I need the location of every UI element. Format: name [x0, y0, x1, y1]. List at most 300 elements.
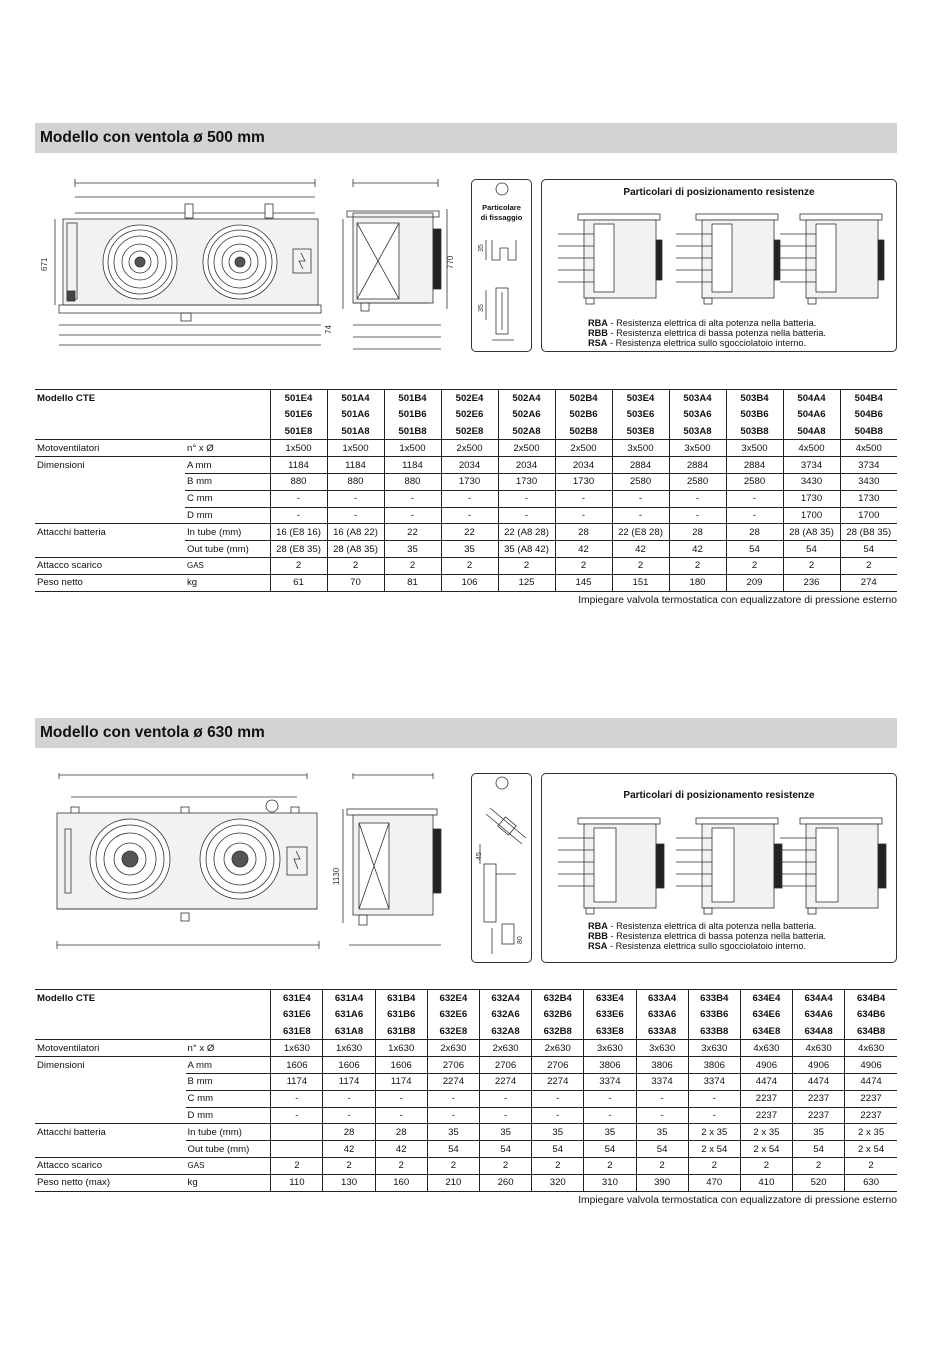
model-code: 501B8	[384, 423, 441, 440]
table-cell: 54	[532, 1141, 584, 1158]
model-code: 631E8	[271, 1023, 323, 1040]
row-parameter: A mm	[186, 1057, 271, 1074]
table-cell: -	[555, 507, 612, 524]
table-cell: 1x630	[323, 1040, 375, 1057]
table-cell: 4x500	[783, 440, 840, 457]
table-cell: -	[612, 490, 669, 507]
table-cell: 4x630	[740, 1040, 792, 1057]
table-cell: 520	[793, 1174, 845, 1191]
table-cell: 1x500	[327, 440, 384, 457]
table-cell: 880	[270, 473, 327, 490]
table-cell: 2	[555, 557, 612, 574]
row-parameter: GAS	[185, 557, 270, 574]
table-cell: 1700	[783, 507, 840, 524]
table-cell: 28 (E8 35)	[270, 541, 327, 558]
table-cell: 22 (A8 28)	[498, 524, 555, 541]
table-cell: 1x500	[384, 440, 441, 457]
row-parameter: B mm	[185, 473, 270, 490]
model-code: 633B8	[688, 1023, 740, 1040]
table-cell: 28	[375, 1124, 427, 1141]
header-label	[35, 423, 185, 440]
drawings-630	[35, 773, 897, 965]
model-header-row	[35, 990, 897, 1007]
table-cell	[271, 1124, 323, 1141]
table-cell: 2706	[427, 1057, 479, 1074]
table-cell: 2x500	[441, 440, 498, 457]
table-cell: 3734	[840, 457, 897, 474]
row-group	[35, 1107, 186, 1124]
header-spacer	[186, 1006, 271, 1023]
table-row	[35, 1141, 897, 1158]
table-cell: 125	[498, 574, 555, 591]
model-code: 634E4	[740, 990, 792, 1007]
table-cell: 1174	[375, 1073, 427, 1090]
model-code: 502A4	[498, 390, 555, 407]
table-cell: -	[669, 507, 726, 524]
table-cell: -	[427, 1107, 479, 1124]
table-cell: -	[375, 1090, 427, 1107]
spec-table-500	[35, 389, 897, 592]
row-parameter: In tube (mm)	[186, 1124, 271, 1141]
legend-item: RSA - Resistenza elettrica sullo sgocciolatoio interno.	[588, 338, 807, 348]
row-group: Attacco scarico	[35, 557, 185, 574]
table-cell: 2	[793, 1157, 845, 1174]
svg-text:35: 35	[478, 244, 485, 252]
table-cell: 16 (A8 22)	[327, 524, 384, 541]
table-cell: 2	[384, 557, 441, 574]
table-cell: 2	[327, 557, 384, 574]
model-code: 503E4	[612, 390, 669, 407]
table-cell: 2	[532, 1157, 584, 1174]
section-500	[35, 123, 897, 606]
table-cell: 35 (A8 42)	[498, 541, 555, 558]
table-cell: 2884	[726, 457, 783, 474]
table-cell: 54	[840, 541, 897, 558]
table-cell: 410	[740, 1174, 792, 1191]
row-parameter: GAS	[186, 1157, 271, 1174]
model-code: 631A6	[323, 1006, 375, 1023]
table-cell: 1184	[327, 457, 384, 474]
model-code: 632B4	[532, 990, 584, 1007]
table-cell: 2274	[479, 1073, 531, 1090]
table-cell: 2	[375, 1157, 427, 1174]
row-parameter: n° x Ø	[186, 1040, 271, 1057]
row-group: Attacchi batteria	[35, 1124, 186, 1141]
table-cell: 3806	[688, 1057, 740, 1074]
svg-text:671: 671	[40, 257, 49, 271]
table-cell: 209	[726, 574, 783, 591]
row-parameter: kg	[185, 574, 270, 591]
table-cell: -	[271, 1107, 323, 1124]
table-cell: 470	[688, 1174, 740, 1191]
table-cell	[271, 1141, 323, 1158]
table-cell: 2237	[793, 1107, 845, 1124]
table-cell: 28 (A8 35)	[327, 541, 384, 558]
model-code: 503B4	[726, 390, 783, 407]
table-cell: 2237	[793, 1090, 845, 1107]
table-cell: 4474	[793, 1073, 845, 1090]
legend-item: RBA - Resistenza elettrica di alta potenza nella batteria.	[588, 318, 817, 328]
table-cell: 2	[612, 557, 669, 574]
model-code: 633A4	[636, 990, 688, 1007]
model-code: 632A8	[479, 1023, 531, 1040]
table-cell: 1730	[441, 473, 498, 490]
header-spacer	[186, 990, 271, 1007]
row-parameter: n° x Ø	[185, 440, 270, 457]
model-code: 631B4	[375, 990, 427, 1007]
table-cell: 2580	[669, 473, 726, 490]
table-cell: 4474	[740, 1073, 792, 1090]
table-cell: 2	[688, 1157, 740, 1174]
table-cell: 2034	[441, 457, 498, 474]
table-cell: -	[584, 1107, 636, 1124]
table-cell: 54	[636, 1141, 688, 1158]
table-cell: 2237	[845, 1107, 897, 1124]
svg-text:45: 45	[476, 852, 483, 860]
table-cell: 2	[498, 557, 555, 574]
table-cell: -	[441, 507, 498, 524]
side-view-drawing	[323, 773, 453, 963]
table-cell: 260	[479, 1174, 531, 1191]
fixing-detail-drawing	[472, 774, 531, 962]
table-cell: 110	[271, 1174, 323, 1191]
row-group	[35, 1090, 186, 1107]
svg-text:35: 35	[478, 304, 485, 312]
table-cell: 22	[441, 524, 498, 541]
model-code: 502A6	[498, 406, 555, 423]
table-cell: 4474	[845, 1073, 897, 1090]
model-code: 503E6	[612, 406, 669, 423]
model-code: 633E6	[584, 1006, 636, 1023]
table-row	[35, 1073, 897, 1090]
table-cell: -	[636, 1090, 688, 1107]
table-row	[35, 507, 897, 524]
table-cell: 880	[384, 473, 441, 490]
table-cell: 3x630	[584, 1040, 636, 1057]
table-cell: 35	[584, 1124, 636, 1141]
table-cell: 35	[532, 1124, 584, 1141]
table-row	[35, 1124, 897, 1141]
legend-item: RBB - Resistenza elettrica di bassa potenza nella batteria.	[588, 931, 826, 941]
table-note: Impiegare valvola termostatica con equalizzatore di pressione esterno	[578, 595, 897, 606]
table-cell: 2x630	[427, 1040, 479, 1057]
table-cell: 54	[793, 1141, 845, 1158]
model-code: 504B6	[840, 406, 897, 423]
table-cell: 2	[845, 1157, 897, 1174]
table-row	[35, 1174, 897, 1191]
table-cell: 2	[669, 557, 726, 574]
table-cell: 630	[845, 1174, 897, 1191]
table-cell: 3x630	[636, 1040, 688, 1057]
model-code: 502E4	[441, 390, 498, 407]
model-code: 633A8	[636, 1023, 688, 1040]
table-cell: 61	[270, 574, 327, 591]
table-cell: 2 x 35	[740, 1124, 792, 1141]
model-code: 631E6	[271, 1006, 323, 1023]
model-code: 631B8	[375, 1023, 427, 1040]
row-group	[35, 507, 185, 524]
table-cell: 3x500	[669, 440, 726, 457]
table-cell: 22	[384, 524, 441, 541]
model-code: 631A4	[323, 990, 375, 1007]
model-code: 632B6	[532, 1006, 584, 1023]
model-code: 501A8	[327, 423, 384, 440]
table-cell: 160	[375, 1174, 427, 1191]
table-cell: 35	[479, 1124, 531, 1141]
table-cell: 54	[783, 541, 840, 558]
table-cell: 320	[532, 1174, 584, 1191]
table-cell: 35	[793, 1124, 845, 1141]
table-cell: 2884	[669, 457, 726, 474]
table-cell: -	[555, 490, 612, 507]
table-cell: 1x630	[375, 1040, 427, 1057]
table-cell: 2 x 35	[845, 1124, 897, 1141]
model-header-row	[35, 1023, 897, 1040]
model-code: 504B8	[840, 423, 897, 440]
table-row	[35, 473, 897, 490]
table-cell: 210	[427, 1174, 479, 1191]
table-row	[35, 490, 897, 507]
row-group: Dimensioni	[35, 457, 185, 474]
table-cell: 4906	[845, 1057, 897, 1074]
heater-positioning-drawing	[558, 210, 888, 310]
table-cell: 3x500	[612, 440, 669, 457]
model-code: 501B6	[384, 406, 441, 423]
model-code: 634B4	[845, 990, 897, 1007]
model-code: 501A4	[327, 390, 384, 407]
table-cell: 2 x 54	[845, 1141, 897, 1158]
model-code: 632E6	[427, 1006, 479, 1023]
table-cell: 2	[726, 557, 783, 574]
header-label: Modello CTE	[35, 390, 185, 407]
table-cell: 2	[427, 1157, 479, 1174]
table-row	[35, 457, 897, 474]
table-cell: 35	[384, 541, 441, 558]
table-cell: 2	[584, 1157, 636, 1174]
model-header-row	[35, 1006, 897, 1023]
table-cell: -	[479, 1090, 531, 1107]
table-cell: 1606	[375, 1057, 427, 1074]
model-code: 634A4	[793, 990, 845, 1007]
table-cell: 2x630	[479, 1040, 531, 1057]
table-cell: 16 (E8 16)	[270, 524, 327, 541]
table-cell: 2	[636, 1157, 688, 1174]
model-code: 503A6	[669, 406, 726, 423]
table-cell: -	[498, 490, 555, 507]
table-cell: 1184	[270, 457, 327, 474]
side-view-drawing	[323, 179, 453, 359]
row-parameter: In tube (mm)	[185, 524, 270, 541]
model-header-row	[35, 423, 897, 440]
table-cell: 2x500	[555, 440, 612, 457]
row-parameter: C mm	[185, 490, 270, 507]
table-cell: 2	[740, 1157, 792, 1174]
row-group: Motoventilatori	[35, 1040, 186, 1057]
row-parameter: A mm	[185, 457, 270, 474]
table-cell: 4x630	[845, 1040, 897, 1057]
model-code: 632A4	[479, 990, 531, 1007]
table-cell: 880	[327, 473, 384, 490]
table-cell: -	[726, 507, 783, 524]
heater-positioning-box	[541, 179, 897, 352]
table-cell: 1730	[783, 490, 840, 507]
row-group: Peso netto	[35, 574, 185, 591]
heater-legend	[588, 318, 826, 348]
model-code: 502E6	[441, 406, 498, 423]
table-cell: 54	[584, 1141, 636, 1158]
fixing-detail-box	[471, 179, 532, 352]
header-spacer	[186, 1023, 271, 1040]
table-cell: 42	[555, 541, 612, 558]
table-cell: 42	[669, 541, 726, 558]
table-cell: 81	[384, 574, 441, 591]
table-cell: 35	[427, 1124, 479, 1141]
model-code: 503A4	[669, 390, 726, 407]
model-code: 502E8	[441, 423, 498, 440]
table-cell: 2237	[740, 1107, 792, 1124]
model-code: 634A6	[793, 1006, 845, 1023]
table-cell: 1730	[840, 490, 897, 507]
table-cell: 54	[427, 1141, 479, 1158]
row-group	[35, 473, 185, 490]
table-cell: -	[584, 1090, 636, 1107]
svg-text:770: 770	[446, 255, 455, 269]
table-cell: 3374	[636, 1073, 688, 1090]
row-group: Attacco scarico	[35, 1157, 186, 1174]
table-row	[35, 1040, 897, 1057]
table-cell: 54	[726, 541, 783, 558]
table-cell: 2 x 54	[688, 1141, 740, 1158]
model-code: 633E8	[584, 1023, 636, 1040]
table-cell: 70	[327, 574, 384, 591]
row-group	[35, 490, 185, 507]
table-cell: 2034	[555, 457, 612, 474]
table-cell: -	[479, 1107, 531, 1124]
model-header-row	[35, 406, 897, 423]
table-cell: 2	[271, 1157, 323, 1174]
table-cell: 42	[323, 1141, 375, 1158]
table-cell: 2x500	[498, 440, 555, 457]
row-group: Motoventilatori	[35, 440, 185, 457]
table-cell: 2	[479, 1157, 531, 1174]
model-code: 633B4	[688, 990, 740, 1007]
table-cell: 2 x 54	[740, 1141, 792, 1158]
model-code: 501E8	[270, 423, 327, 440]
table-cell: 310	[584, 1174, 636, 1191]
heater-positioning-title: Particolari di posizionamento resistenze	[623, 790, 815, 801]
table-cell: -	[498, 507, 555, 524]
model-code: 501A6	[327, 406, 384, 423]
model-code: 504B4	[840, 390, 897, 407]
row-group: Peso netto (max)	[35, 1174, 186, 1191]
model-code: 631E4	[271, 990, 323, 1007]
svg-text:1130: 1130	[332, 867, 341, 885]
row-parameter: C mm	[186, 1090, 271, 1107]
table-cell: 22 (E8 28)	[612, 524, 669, 541]
table-cell: 4906	[740, 1057, 792, 1074]
fixing-detail-label: Particolare di fissaggio	[480, 203, 523, 222]
table-cell: 2	[441, 557, 498, 574]
table-cell: 1184	[384, 457, 441, 474]
drawings-500	[35, 179, 897, 359]
header-label	[35, 1023, 186, 1040]
table-cell: 2580	[612, 473, 669, 490]
model-code: 502A8	[498, 423, 555, 440]
row-parameter: D mm	[185, 507, 270, 524]
table-cell: 4906	[793, 1057, 845, 1074]
header-label: Modello CTE	[35, 990, 186, 1007]
row-group: Dimensioni	[35, 1057, 186, 1074]
model-code: 634E6	[740, 1006, 792, 1023]
model-code: 504A8	[783, 423, 840, 440]
table-cell: -	[384, 490, 441, 507]
model-code: 504A4	[783, 390, 840, 407]
row-group	[35, 541, 185, 558]
table-cell: 2 x 35	[688, 1124, 740, 1141]
table-row	[35, 541, 897, 558]
table-row	[35, 1090, 897, 1107]
model-code: 502B4	[555, 390, 612, 407]
table-cell: 2034	[498, 457, 555, 474]
svg-text:80: 80	[517, 936, 524, 944]
table-cell: 4x500	[840, 440, 897, 457]
model-code: 633B6	[688, 1006, 740, 1023]
table-cell: -	[427, 1090, 479, 1107]
section-title: Modello con ventola ø 630 mm	[35, 718, 897, 748]
table-cell: 28 (A8 35)	[783, 524, 840, 541]
row-parameter: Out tube (mm)	[185, 541, 270, 558]
header-spacer	[185, 406, 270, 423]
table-cell: 2	[840, 557, 897, 574]
table-cell: -	[441, 490, 498, 507]
model-code: 632E4	[427, 990, 479, 1007]
model-code: 631A8	[323, 1023, 375, 1040]
model-code: 504A6	[783, 406, 840, 423]
table-cell: 35	[636, 1124, 688, 1141]
table-cell: 145	[555, 574, 612, 591]
table-row	[35, 440, 897, 457]
table-cell: 180	[669, 574, 726, 591]
table-cell: 2	[323, 1157, 375, 1174]
table-cell: 1606	[271, 1057, 323, 1074]
table-cell: 2706	[532, 1057, 584, 1074]
table-cell: 274	[840, 574, 897, 591]
header-spacer	[185, 390, 270, 407]
table-cell: 28	[669, 524, 726, 541]
legend-item: RBA - Resistenza elettrica di alta potenza nella batteria.	[588, 921, 817, 931]
model-code: 632E8	[427, 1023, 479, 1040]
model-code: 501E6	[270, 406, 327, 423]
spec-table-630	[35, 989, 897, 1192]
table-cell: 390	[636, 1174, 688, 1191]
table-cell: -	[270, 507, 327, 524]
heater-positioning-box	[541, 773, 897, 963]
table-cell: -	[532, 1107, 584, 1124]
table-cell: 151	[612, 574, 669, 591]
model-code: 631B6	[375, 1006, 427, 1023]
table-cell: 3x630	[688, 1040, 740, 1057]
table-cell: 106	[441, 574, 498, 591]
table-row	[35, 557, 897, 574]
row-parameter: Out tube (mm)	[186, 1141, 271, 1158]
front-view-drawing	[35, 773, 325, 963]
table-cell: 28	[555, 524, 612, 541]
table-cell: 4x630	[793, 1040, 845, 1057]
model-code: 634A8	[793, 1023, 845, 1040]
table-cell: 2	[270, 557, 327, 574]
table-note: Impiegare valvola termostatica con equalizzatore di pressione esterno	[578, 1195, 897, 1206]
header-label	[35, 1006, 186, 1023]
